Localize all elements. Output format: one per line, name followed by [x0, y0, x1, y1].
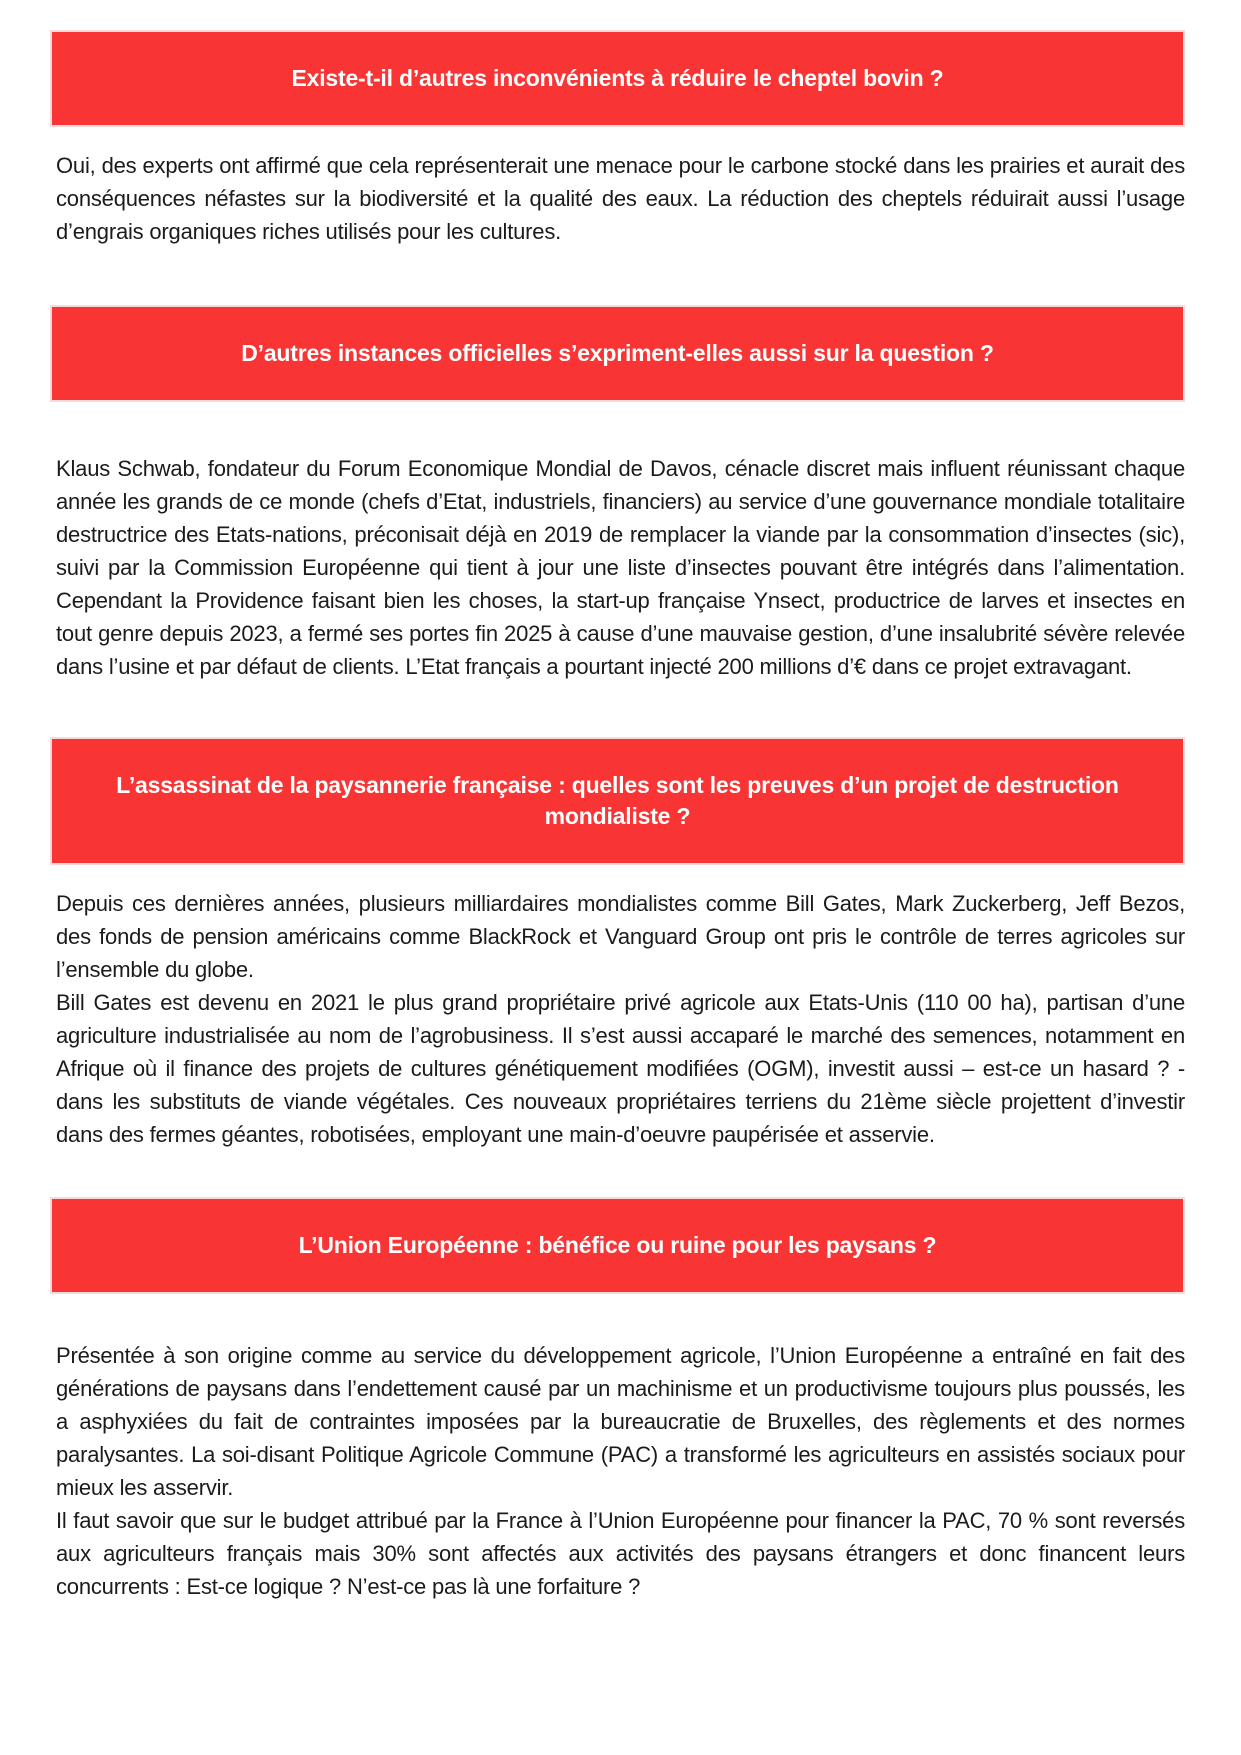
banner-cheptel-bovin [50, 30, 1185, 127]
banner-union-europeenne-title: L’Union Européenne : bénéfice ou ruine pour les paysans ? [298, 1232, 937, 1258]
paragraph-union-europeenne: Présentée à son origine comme au service du développement agricole, l’Union Européenne a entraîné en fait des générations de paysans dans l’endettement causé par un machinisme et un productivisme toujours plus poussés, les a asphyxiées du fait de contraintes imposées par la bureaucratie de Bruxelles, des règlements et des normes paralysantes. La soi-disant Politique Agricole Commune (PAC) a transformé les agriculteurs en assistés sociaux pour mieux les asservir. [56, 1343, 1185, 1500]
banner-union-europeenne [50, 1197, 1185, 1294]
paragraph-budget-pac: Il faut savoir que sur le budget attribué par la France à l’Union Européenne pour financer la PAC, 70 % sont reversés aux agriculteurs français mais 30% sont affectés aux activités des paysans étrangers et donc financent leurs concurrents : Est-ce logique ? N’est-ce pas là une forfaiture ? [56, 1508, 1185, 1599]
paragraph-bill-gates: Bill Gates est devenu en 2021 le plus grand propriétaire privé agricole aux Etats-Unis (110 00 ha), partisan d’une agriculture industrialisée au nom de l’agrobusiness. Il s’est aussi accaparé le marché des semences, notamment en Afrique où il finance des projets de cultures génétiquement modifiées (OGM), investit aussi – est-ce un hasard ? - dans les substituts de viande végétales. Ces nouveaux propriétaires terriens du 21ème siècle projettent d’investir dans des fermes géantes, robotisées, employant une main-d’oeuvre paupérisée et asservie. [56, 990, 1185, 1147]
banner-cheptel-bovin-title: Existe-t-il d’autres inconvénients à réduire le cheptel bovin ? [291, 65, 944, 91]
paragraph-experts-carbone: Oui, des experts ont affirmé que cela représenterait une menace pour le carbone stocké dans les prairies et aurait des conséquences néfastes sur la biodiversité et la qualité des eaux. La réduction des cheptels réduirait aussi l’usage d’engrais organiques riches utilisés pour les cultures. [56, 153, 1185, 244]
banner-assassinat-paysannerie [50, 737, 1185, 865]
paragraph-milliardaires-mondialistes: Depuis ces dernières années, plusieurs milliardaires mondialistes comme Bill Gates, Mark Zuckerberg, Jeff Bezos, des fonds de pension américains comme BlackRock et Vanguard Group ont pris le contrôle de terres agricoles sur l’ensemble du globe. [56, 891, 1185, 982]
banner-assassinat-paysannerie-title: L’assassinat de la paysannerie française : quelles sont les preuves d’un projet de destruction mondialiste ? [116, 772, 1119, 829]
paragraph-klaus-schwab: Klaus Schwab, fondateur du Forum Economique Mondial de Davos, cénacle discret mais influent réunissant chaque année les grands de ce monde (chefs d’Etat, industriels, financiers) au service d’une gouvernance mondiale totalitaire destructrice des Etats-nations, préconisait déjà en 2019 de remplacer la viande par la consommation d’insectes (sic), suivi par la Commission Européenne qui tient à jour une liste d’insectes pouvant être intégrés dans l’alimentation. Cependant la Providence faisant bien les choses, la start-up française Ynsect, productrice de larves et insectes en tout genre depuis 2023, a fermé ses portes fin 2025 à cause d’une mauvaise gestion, d’une insalubrité sévère relevée dans l’usine et par défaut de clients. L’Etat français a pourtant injecté 200 millions d’€ dans ce projet extravagant. [56, 456, 1185, 679]
banner-instances-officielles-title: D’autres instances officielles s’expriment-elles aussi sur la question ? [241, 340, 994, 366]
banner-instances-officielles [50, 305, 1185, 402]
